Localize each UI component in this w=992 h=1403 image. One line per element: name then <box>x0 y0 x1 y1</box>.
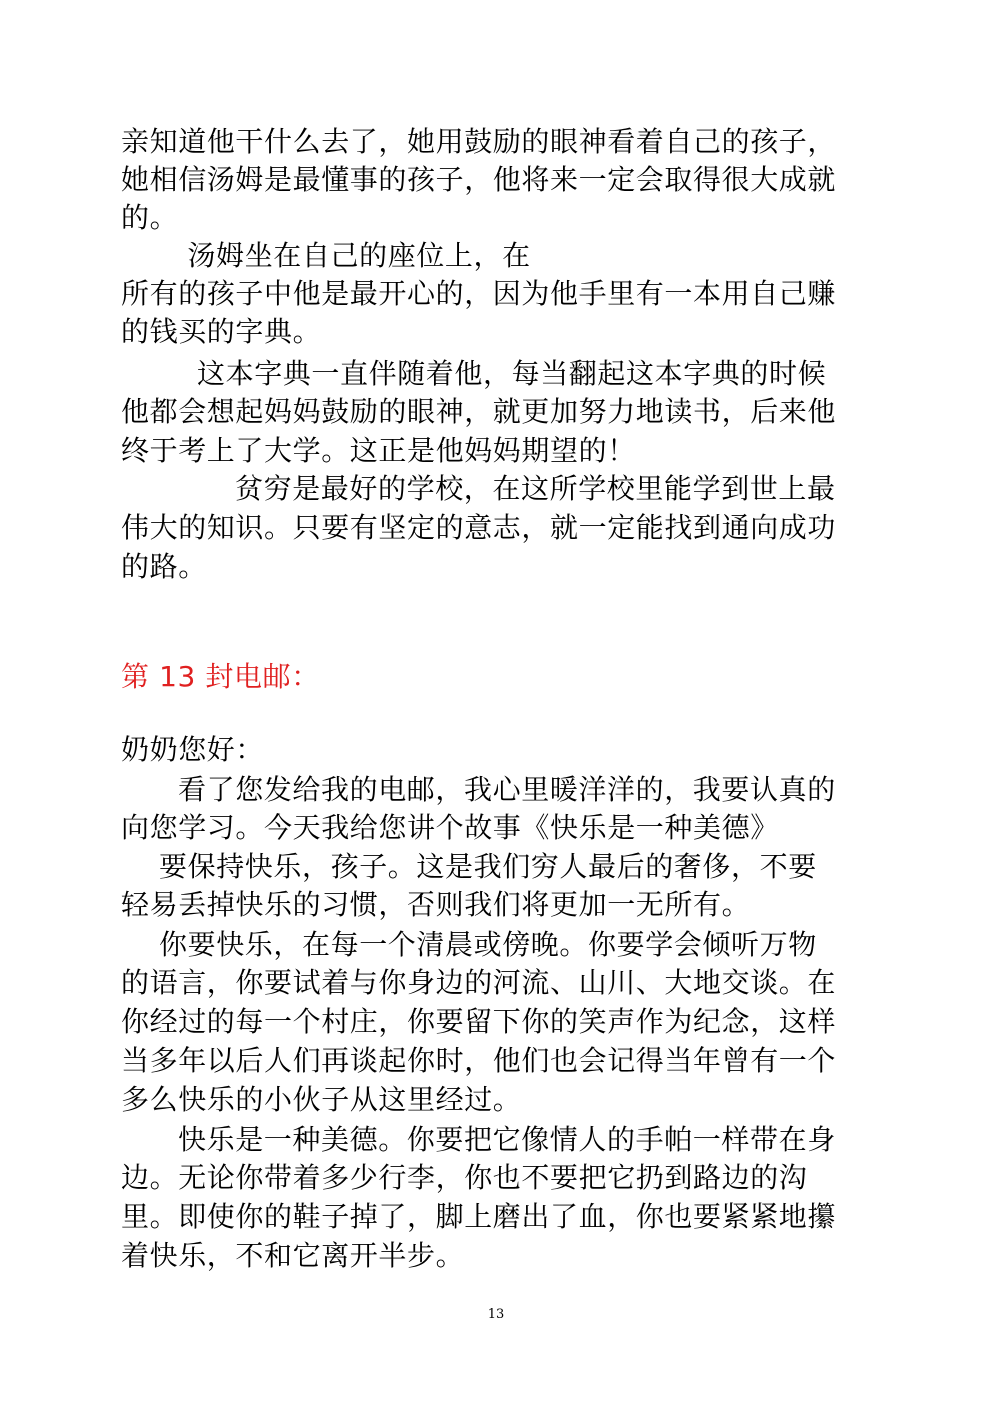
email-heading: 第 13 封电邮： <box>121 660 320 693</box>
text-line: 这本字典一直伴随着他，每当翻起这本字典的时候 <box>121 357 827 390</box>
text-line: 看了您发给我的电邮，我心里暖洋洋的，我要认真的 <box>121 773 836 806</box>
text-line: 快乐是一种美德。你要把它像情人的手帕一样带在身 <box>121 1123 836 1156</box>
page-number: 13 <box>487 1307 505 1322</box>
text-line: 要保持快乐，孩子。这是我们穷人最后的奢侈，不要 <box>121 850 817 883</box>
text-line: 着快乐，不和它离开半步。 <box>121 1239 465 1272</box>
text-line: 轻易丢掉快乐的习惯，否则我们将更加一无所有。 <box>121 888 751 921</box>
text-line: 的语言，你要试着与你身边的河流、山川、大地交谈。在 <box>121 966 837 999</box>
text-line: 的。 <box>121 201 179 234</box>
text-line: 向您学习。今天我给您讲个故事《快乐是一种美德》 <box>121 811 779 844</box>
text-line: 你要快乐，在每一个清晨或傍晚。你要学会倾听万物 <box>121 928 817 961</box>
text-line: 伟大的知识。只要有坚定的意志，就一定能找到通向成功 <box>121 511 837 544</box>
text-line: 你经过的每一个村庄，你要留下你的笑声作为纪念，这样 <box>121 1005 837 1038</box>
text-line: 终于考上了大学。这正是他妈妈期望的！ <box>121 434 636 467</box>
text-line: 的钱买的字典。 <box>121 315 322 348</box>
text-line: 所有的孩子中他是最开心的，因为他手里有一本用自己赚 <box>121 277 837 310</box>
text-line: 多么快乐的小伙子从这里经过。 <box>121 1083 522 1116</box>
email-greeting: 奶奶您好： <box>121 733 265 766</box>
text-line: 亲知道他干什么去了，她用鼓励的眼神看着自己的孩子， <box>121 125 837 158</box>
text-line: 他都会想起妈妈鼓励的眼神，就更加努力地读书，后来他 <box>121 395 837 428</box>
text-line: 里。即使你的鞋子掉了，脚上磨出了血，你也要紧紧地攥 <box>121 1200 837 1233</box>
text-line: 的路。 <box>121 550 207 583</box>
text-line: 贫穷是最好的学校，在这所学校里能学到世上最 <box>121 472 836 505</box>
text-line: 边。无论你带着多少行李，你也不要把它扔到路边的沟 <box>121 1161 808 1194</box>
text-line: 汤姆坐在自己的座位上，在 <box>121 239 531 272</box>
text-line: 当多年以后人们再谈起你时，他们也会记得当年曾有一个 <box>121 1044 837 1077</box>
text-line: 她相信汤姆是最懂事的孩子，他将来一定会取得很大成就 <box>121 163 837 196</box>
